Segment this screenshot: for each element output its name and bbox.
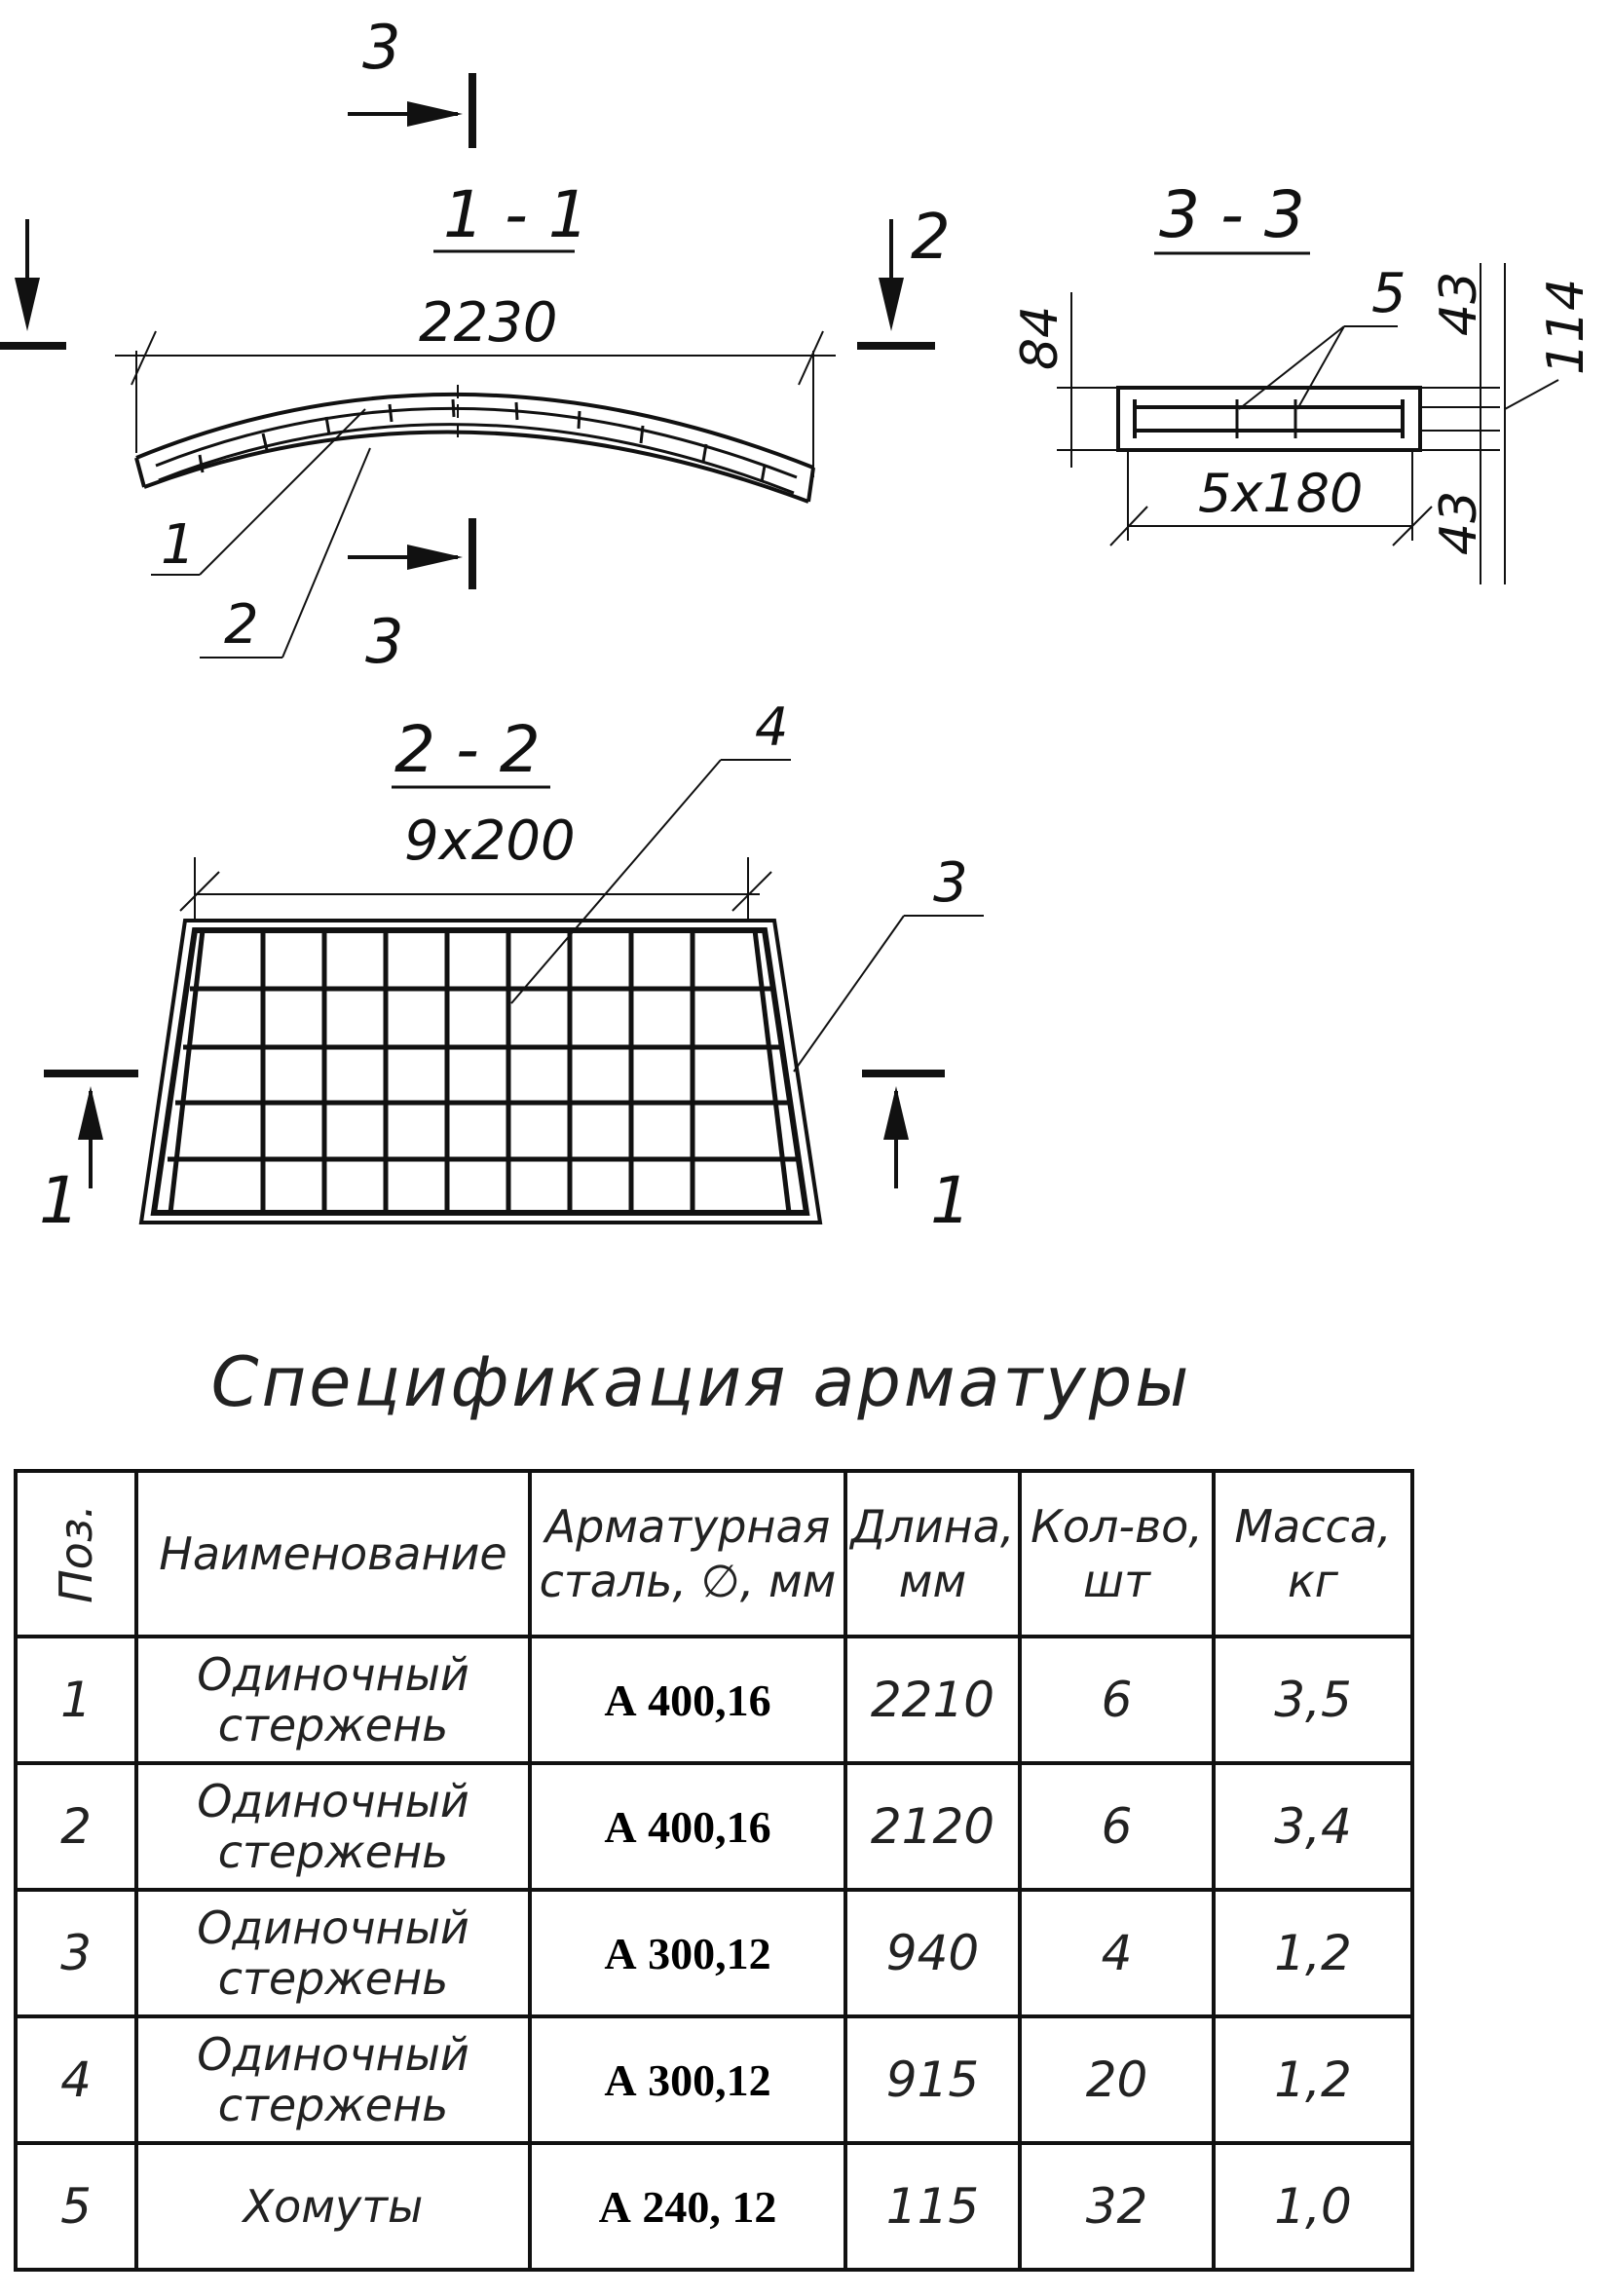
spec-title: Спецификация арматуры	[210, 1342, 1192, 1422]
callout-4: 4	[755, 696, 789, 758]
cell-steel: А 400,16	[530, 1763, 845, 1890]
cell-name	[136, 2016, 530, 2143]
header-length-line2: мм	[898, 1555, 967, 1607]
cell-name	[136, 1637, 530, 1763]
dim-2230: 2230	[419, 291, 558, 355]
table-row	[16, 2016, 1412, 2143]
header-length-line1: Длина,	[850, 1500, 1015, 1553]
dim-5x180: 5x180	[1198, 463, 1364, 524]
cell-qty: 4	[1020, 1890, 1214, 2016]
header-mass-line2: кг	[1288, 1555, 1338, 1607]
cell-pos: 4	[16, 2016, 136, 2143]
cut-1-left-label: 1	[39, 1163, 80, 1238]
cell-name-line1: Одиночный	[197, 1648, 469, 1701]
cell-mass: 1,2	[1214, 1890, 1412, 2016]
cell-pos: 5	[16, 2143, 136, 2270]
header-pos	[16, 1471, 136, 1637]
header-steel-line1: Арматурная	[544, 1500, 831, 1553]
cell-name-line1: Одиночный	[197, 1775, 469, 1827]
section-2-2	[141, 696, 984, 1223]
cell-qty: 6	[1020, 1637, 1214, 1763]
cell-mass: 1,2	[1214, 2016, 1412, 2143]
table-row	[16, 1890, 1412, 2016]
section-2-2-title: 2 - 2	[394, 712, 541, 787]
cut-marker-3-top	[348, 12, 472, 148]
table-header-row	[16, 1471, 1412, 1637]
cell-qty: 20	[1020, 2016, 1214, 2143]
header-mass-line1: Масса,	[1234, 1500, 1392, 1553]
table-row	[16, 2143, 1412, 2270]
cut-1-right-label: 1	[930, 1163, 971, 1238]
cell-length: 915	[845, 2016, 1020, 2143]
cell-name-line1: Одиночный	[197, 2028, 469, 2081]
cell-steel: А 300,12	[530, 2016, 845, 2143]
header-name: Наименование	[136, 1471, 530, 1637]
cell-name-line2: стержень	[217, 1699, 449, 1751]
cell-qty: 6	[1020, 1763, 1214, 1890]
cell-name	[136, 2143, 530, 2270]
cell-qty: 32	[1020, 2143, 1214, 2270]
header-length	[845, 1471, 1020, 1637]
cell-steel: А 400,16	[530, 1637, 845, 1763]
header-steel	[530, 1471, 845, 1637]
cut-3-top-label: 3	[362, 12, 401, 83]
callout-3: 3	[933, 851, 968, 915]
cell-pos: 3	[16, 1890, 136, 2016]
cell-name-line1: Хомуты	[243, 2180, 424, 2233]
cell-pos: 1	[16, 1637, 136, 1763]
cell-name-line1: Одиночный	[197, 1901, 469, 1954]
cell-pos: 2	[16, 1763, 136, 1890]
dim-84: 84	[1011, 305, 1069, 370]
callout-5: 5	[1371, 262, 1406, 325]
section-3-3-title: 3 - 3	[1159, 177, 1305, 252]
callout-1: 1	[161, 513, 196, 577]
header-qty-line1: Кол-во,	[1031, 1500, 1203, 1553]
header-pos-label: Поз.	[49, 1504, 102, 1603]
section-1-1-title: 1 - 1	[443, 177, 589, 252]
cell-steel: А 240, 12	[530, 2143, 845, 2270]
specification-table	[14, 1469, 1414, 2272]
cell-name-line2: стержень	[217, 1952, 449, 2005]
cell-name	[136, 1763, 530, 1890]
cell-length: 2120	[845, 1763, 1020, 1890]
dim-43-top: 43	[1430, 271, 1488, 336]
header-qty	[1020, 1471, 1214, 1637]
cell-mass: 3,5	[1214, 1637, 1412, 1763]
cell-mass: 1,0	[1214, 2143, 1412, 2270]
cell-mass: 3,4	[1214, 1763, 1412, 1890]
section-3-3	[1011, 177, 1595, 584]
header-mass	[1214, 1471, 1412, 1637]
header-steel-line2: сталь, ∅, мм	[539, 1555, 837, 1607]
cell-steel: А 300,12	[530, 1890, 845, 2016]
dim-114: 114	[1537, 278, 1595, 375]
header-qty-line2: шт	[1083, 1555, 1150, 1607]
cut-2-label: 2	[911, 202, 951, 274]
cell-length: 2210	[845, 1637, 1020, 1763]
cut-3-bottom-label: 3	[365, 606, 404, 677]
cell-name-line2: стержень	[217, 2079, 449, 2131]
cut-marker-3-bottom	[348, 518, 472, 677]
cell-length: 940	[845, 1890, 1020, 2016]
callout-2: 2	[224, 593, 259, 657]
dim-43-bottom: 43	[1430, 490, 1488, 555]
table-row	[16, 1763, 1412, 1890]
table-row	[16, 1637, 1412, 1763]
cell-length: 115	[845, 2143, 1020, 2270]
cell-name	[136, 1890, 530, 2016]
cell-name-line2: стержень	[217, 1826, 449, 1878]
dim-9x200: 9x200	[404, 809, 576, 873]
